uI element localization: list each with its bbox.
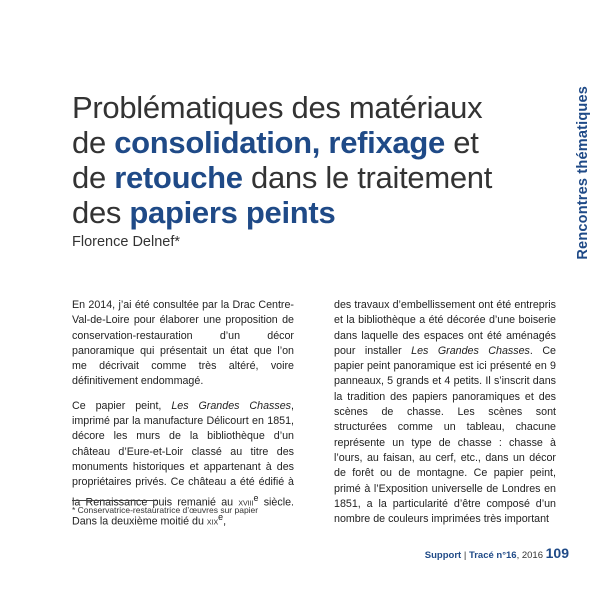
paragraph: En 2014, j’ai été consultée par la Drac Centre-Val-de-Loire pour élaborer une proposition de conservation-restauration d’un décor panoramique qui présentait un état que l’on me décrivait comme très altéré, voire définitivement endommagé. xyxy=(72,299,294,388)
article-title: Problématiques des matériaux de consolidation, refixage et de retouche dans le traitement des papiers peints xyxy=(72,90,493,230)
issue-label: Tracé n°16 xyxy=(468,550,517,561)
author-name: Florence Delnef* xyxy=(72,234,180,250)
page-number: 109 xyxy=(545,545,569,561)
right-column xyxy=(334,298,556,536)
journal-name: Support xyxy=(424,550,462,561)
left-column xyxy=(72,298,294,539)
paragraph: des travaux d’embellissement ont été entrepris et la bibliothèque a été décorée d’une boiserie dans laquelle des espaces ont été aménagés pour installer Les Grandes Chasses. Ce papier peint panoramique est ici présenté en 9 panneaux, 5 grands et 4 petits. Il s’inscrit dans la tradition des papiers panoramiques et des scènes de chasse. Les scènes sont structurées comme un tableau, chacune représente un type de chasse : chasse à l’ours, au faisan, au cerf, etc., dans un décor de forêt ou de montagne. Ce papier peint, primé à l’Exposition universelle de Londres en 1851, a la particularité d’être composé d’un nombre de couleurs imprimées très important xyxy=(334,299,556,526)
paragraph: Ce papier peint, Les Grandes Chasses, imprimé par la manufacture Délicourt en 1851, décore les murs de la bibliothèque d’un château d’Eure-et-Loir classé au titre des monuments historiques et appartenant à des propriétaires privés. Ce château a été édifié à la Renaissance puis remanié au xviii$^e$ siècle. Dans la deuxième moitié du xix$^e$, xyxy=(72,399,294,528)
footnote-divider xyxy=(72,500,158,501)
page-footer: Support | Tracé n°16, 2016 109 xyxy=(424,545,569,561)
section-label: Rencontres thématiques xyxy=(575,86,591,260)
footnote: * Conservatrice-restauratrice d’œuvres sur papier xyxy=(72,505,259,515)
